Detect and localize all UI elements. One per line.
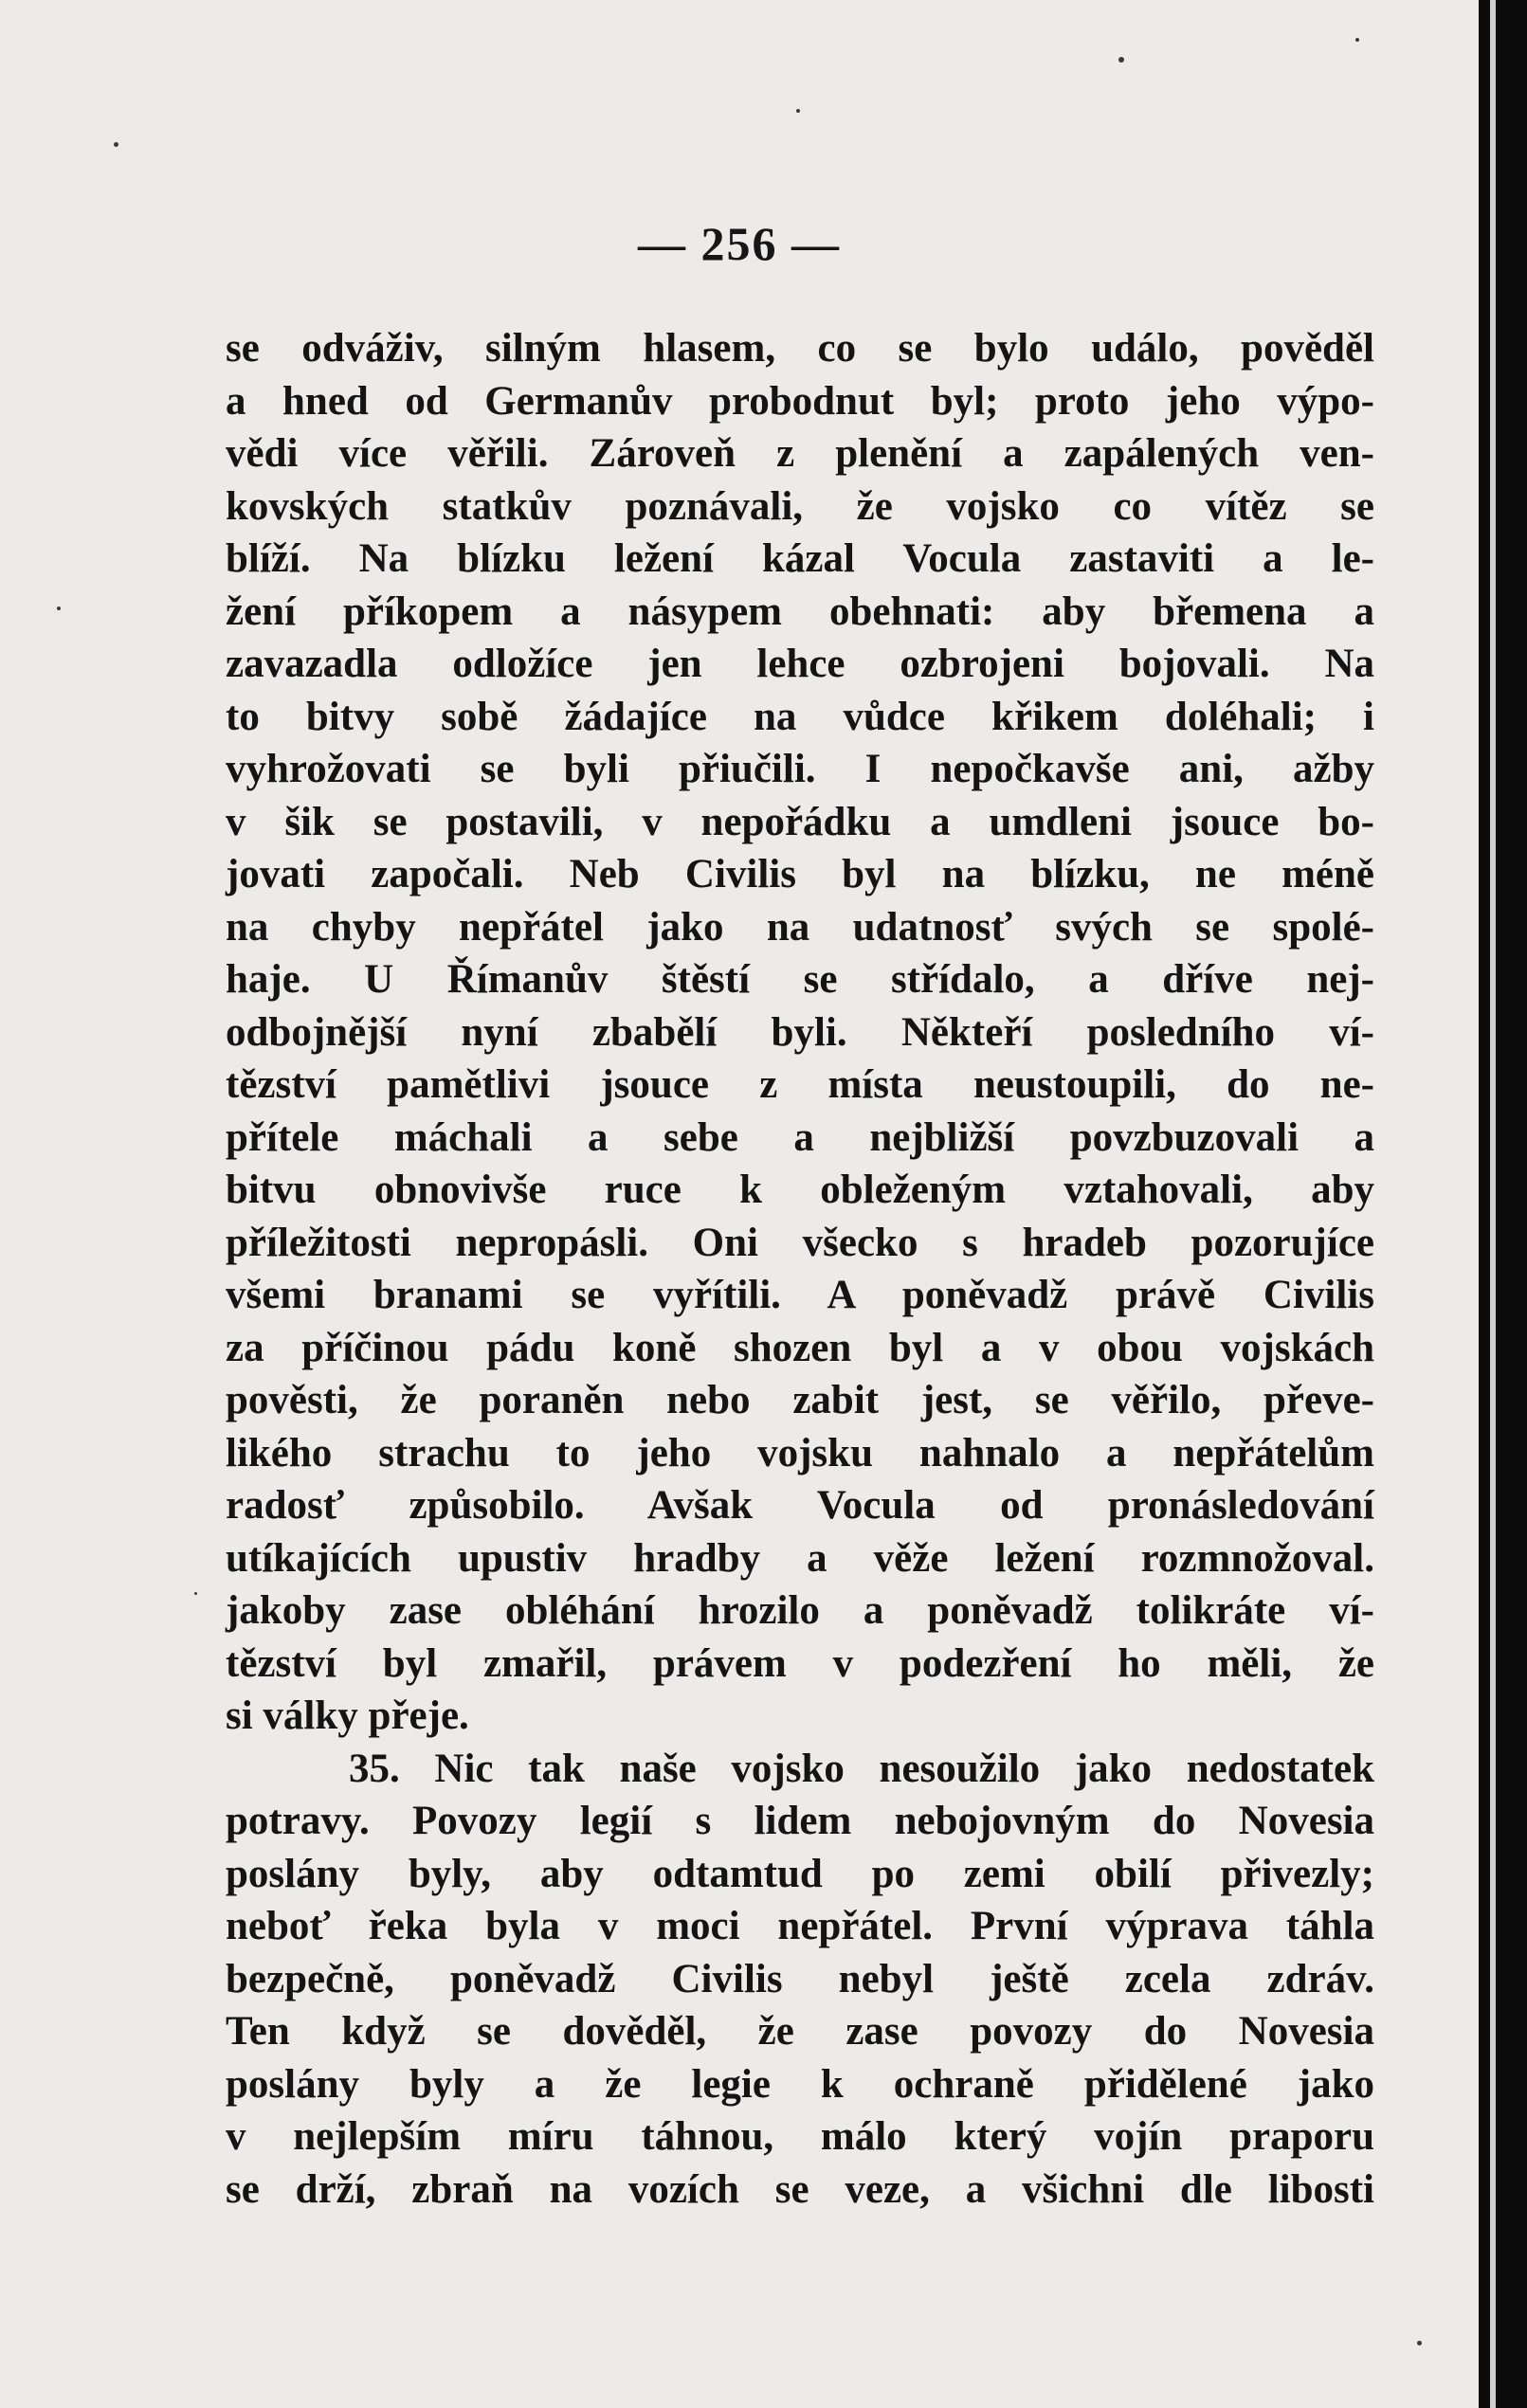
text-line: žení příkopem a násypem obehnati: aby břemena a: [226, 588, 1374, 634]
paragraph-start-line: 35. Nic tak naše vojsko nesoužilo jako nedostatek: [349, 1746, 1374, 1791]
text-line: Ten když se dověděl, že zase povozy do Novesia: [226, 2009, 1374, 2054]
text-line: vědi více věřili. Zároveň z plenění a zapálených ven-: [226, 431, 1374, 476]
text-line: blíží. Na blízku ležení kázal Vocula zastaviti a le-: [226, 536, 1374, 581]
text-line: poslány byly a že legie k ochraně přidělené jako: [226, 2061, 1374, 2107]
text-line: pověsti, že poraněn nebo zabit jest, se věřilo, převe-: [226, 1378, 1374, 1422]
text-line: vyhrožovati se byli přiučili. I nepočkavše ani, ažby: [226, 747, 1374, 791]
text-line: odbojnější nyní zbabělí byli. Někteří posledního ví-: [226, 1009, 1374, 1055]
body-text: [226, 322, 1374, 2216]
text-line: se drží, zbraň na vozích se veze, a všichni dle libosti: [226, 2166, 1374, 2212]
scan-speck: [57, 607, 61, 610]
text-line: v šik se postavili, v nepořádku a umdleni jsouce bo-: [226, 799, 1374, 844]
text-line: příležitosti nepropásli. Oni všecko s hradeb pozorujíce: [226, 1220, 1374, 1265]
text-line: to bitvy sobě žádajíce na vůdce křikem doléhali; i: [226, 694, 1374, 739]
scan-edge: [1479, 0, 1527, 2408]
text-line: za příčinou pádu koně shozen byl a v obou vojskách: [226, 1325, 1374, 1370]
text-line: si války přeje.: [226, 1693, 469, 1738]
scan-speck: [194, 1592, 197, 1595]
text-line: potravy. Povozy legií s lidem nebojovným do Novesia: [226, 1799, 1374, 1843]
text-line: kovských statkův poznávali, že vojsko co vítěz se: [226, 483, 1374, 529]
text-line: a hned od Germanův probodnut byl; proto jeho výpo-: [226, 378, 1374, 424]
text-line: bitvu obnovivše ruce k obleženým vztahovali, aby: [226, 1168, 1374, 1212]
text-line: likého strachu to jeho vojsku nahnalo a nepřátelům: [226, 1430, 1374, 1476]
text-line: poslány byly, aby odtamtud po zemi obilí přivezly;: [226, 1851, 1374, 1896]
text-line: radosť způsobilo. Avšak Vocula od pronásledování: [226, 1483, 1374, 1528]
text-line: všemi branami se vyřítili. A poněvadž právě Civilis: [226, 1273, 1374, 1317]
text-line: tězství pamětlivi jsouce z místa neustoupili, do ne-: [226, 1062, 1374, 1107]
text-line: přítele máchali a sebe a nejbližší povzbuzovali a: [226, 1114, 1374, 1160]
text-line: v nejlepším míru táhnou, málo který vojín praporu: [226, 2114, 1374, 2159]
text-line: jakoby zase obléhání hrozilo a poněvadž tolikráte ví-: [226, 1588, 1374, 1633]
scan-speck: [1417, 2341, 1422, 2345]
text-line: bezpečně, poněvadž Civilis nebyl ještě zcela zdráv.: [226, 1956, 1374, 2001]
scan-speck: [1118, 57, 1124, 63]
text-line: jovati započali. Neb Civilis byl na blízku, ne méně: [226, 852, 1374, 896]
text-line: tězství byl zmařil, právem v podezření ho měli, že: [226, 1640, 1374, 1686]
scan-speck: [1355, 38, 1359, 42]
text-line: zavazadla odložíce jen lehce ozbrojeni bojovali. Na: [226, 642, 1374, 686]
text-line: na chyby nepřátel jako na udatnosť svých se spolé-: [226, 904, 1374, 950]
scan-speck: [796, 109, 800, 113]
next-page-sliver: [1490, 0, 1496, 2408]
text-line: neboť řeka byla v moci nepřátel. První výprava táhla: [226, 1904, 1374, 1948]
scan-speck: [114, 142, 118, 147]
text-line: utíkajících upustiv hradby a věže ležení rozmnožoval.: [226, 1535, 1374, 1581]
text-line: se odváživ, silným hlasem, co se bylo událo, pověděl: [226, 326, 1374, 371]
page-number: — 256 —: [638, 217, 841, 270]
text-line: haje. U Římanův štěstí se střídalo, a dříve nej-: [226, 957, 1374, 1002]
